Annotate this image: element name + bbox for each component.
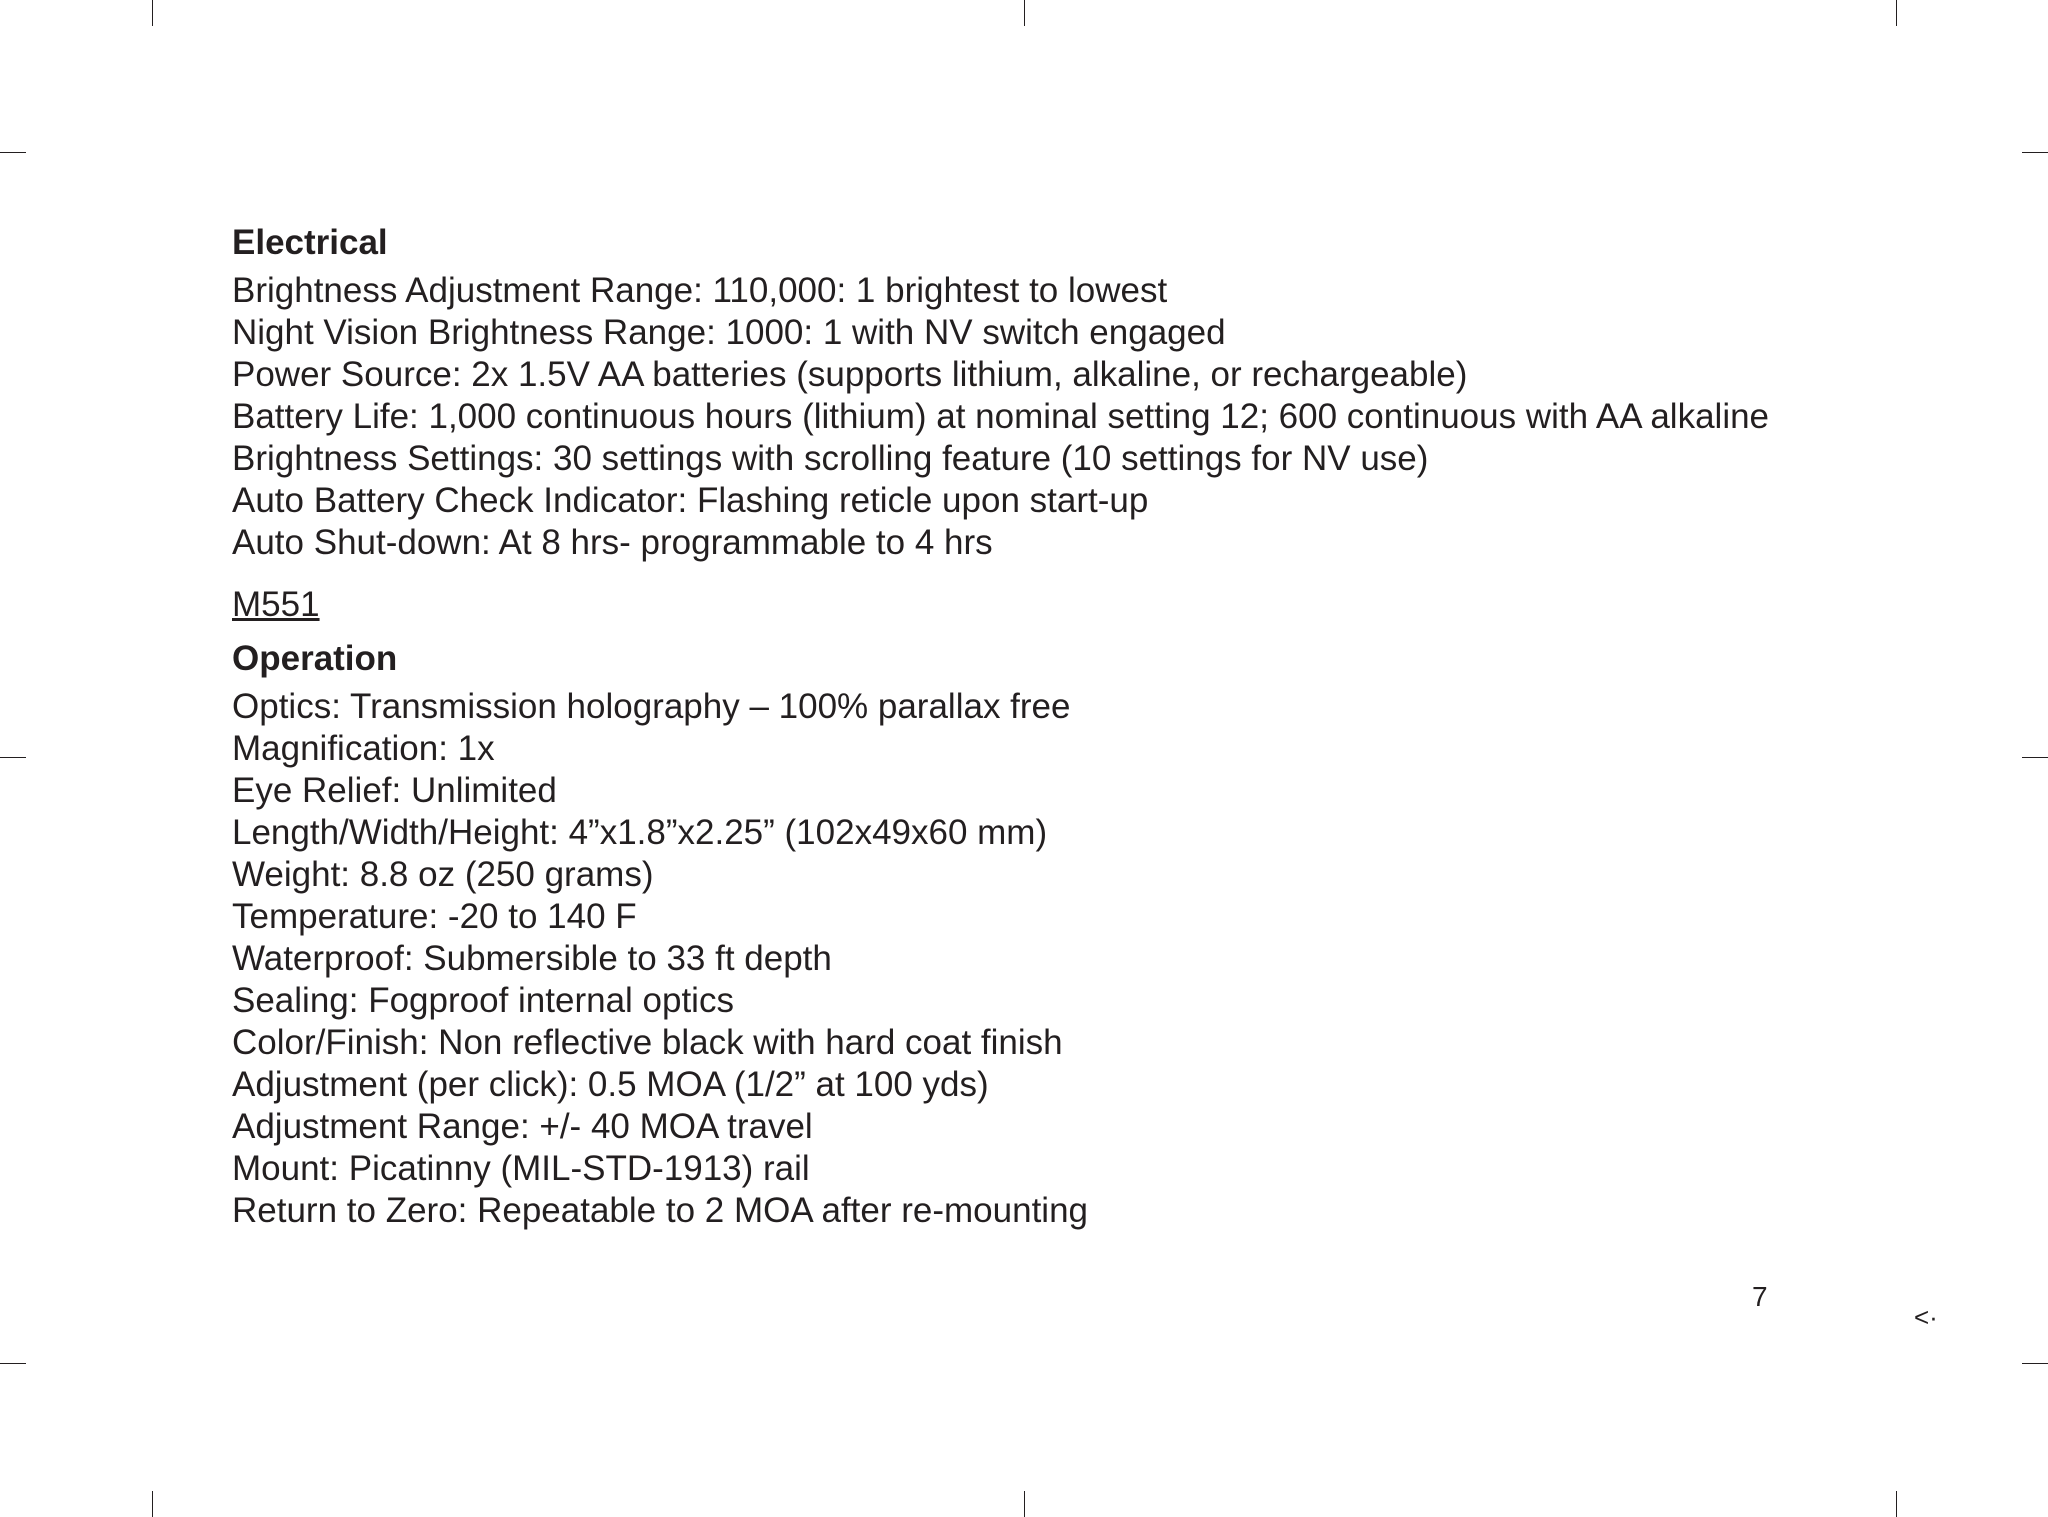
crop-mark-right-top	[2022, 152, 2048, 153]
crop-mark-left-middle	[0, 757, 26, 758]
spec-line: Temperature: -20 to 140 F	[232, 897, 637, 936]
spec-line: Return to Zero: Repeatable to 2 MOA after re-mounting	[232, 1191, 1088, 1230]
spec-line: Brightness Adjustment Range: 110,000: 1 brightest to lowest	[232, 271, 1168, 310]
spec-line: Battery Life: 1,000 continuous hours (lithium) at nominal setting 12; 600 continuous with AA alkaline	[232, 397, 1770, 436]
crop-mark-top-right	[1896, 0, 1897, 26]
spec-line: Night Vision Brightness Range: 1000: 1 with NV switch engaged	[232, 313, 1226, 352]
crop-mark-top-center	[1024, 0, 1025, 26]
crop-mark-bottom-left	[152, 1491, 153, 1517]
crop-mark-right-middle	[2022, 757, 2048, 758]
crop-mark-left-top	[0, 152, 26, 153]
spec-line: Adjustment (per click): 0.5 MOA (1/2” at 100 yds)	[232, 1065, 989, 1104]
spec-line: Length/Width/Height: 4”x1.8”x2.25” (102x49x60 mm)	[232, 813, 1048, 852]
spec-line: Adjustment Range: +/- 40 MOA travel	[232, 1107, 813, 1146]
spec-line: Brightness Settings: 30 settings with scrolling feature (10 settings for NV use)	[232, 439, 1429, 478]
spec-line: Optics: Transmission holography – 100% parallax free	[232, 687, 1071, 726]
crop-mark-bottom-center	[1024, 1491, 1025, 1517]
spec-line: Power Source: 2x 1.5V AA batteries (supports lithium, alkaline, or rechargeable)	[232, 355, 1468, 394]
electrical-spec-list	[232, 270, 1792, 564]
crop-mark-left-bottom	[0, 1363, 26, 1364]
crop-mark-bottom-right	[1896, 1491, 1897, 1517]
spec-line: Magnification: 1x	[232, 729, 495, 768]
model-label: M551	[232, 585, 320, 624]
operation-heading: Operation	[232, 639, 398, 678]
spec-line: Waterproof: Submersible to 33 ft depth	[232, 939, 832, 978]
crop-mark-top-left	[152, 0, 153, 26]
spec-line: Weight: 8.8 oz (250 grams)	[232, 855, 654, 894]
electrical-heading: Electrical	[232, 223, 388, 262]
operation-spec-list	[232, 686, 1792, 1232]
spec-line: Mount: Picatinny (MIL-STD-1913) rail	[232, 1149, 810, 1188]
spec-page-content	[232, 222, 1792, 1232]
spec-line: Eye Relief: Unlimited	[232, 771, 557, 810]
spec-line: Color/Finish: Non reflective black with hard coat finish	[232, 1023, 1063, 1062]
page-number: 7	[1752, 1281, 1768, 1312]
corner-mark: <·	[1914, 1302, 1938, 1332]
spec-line: Auto Shut-down: At 8 hrs- programmable to 4 hrs	[232, 523, 993, 562]
spec-line: Sealing: Fogproof internal optics	[232, 981, 734, 1020]
crop-mark-right-bottom	[2022, 1363, 2048, 1364]
spec-line: Auto Battery Check Indicator: Flashing reticle upon start-up	[232, 481, 1149, 520]
